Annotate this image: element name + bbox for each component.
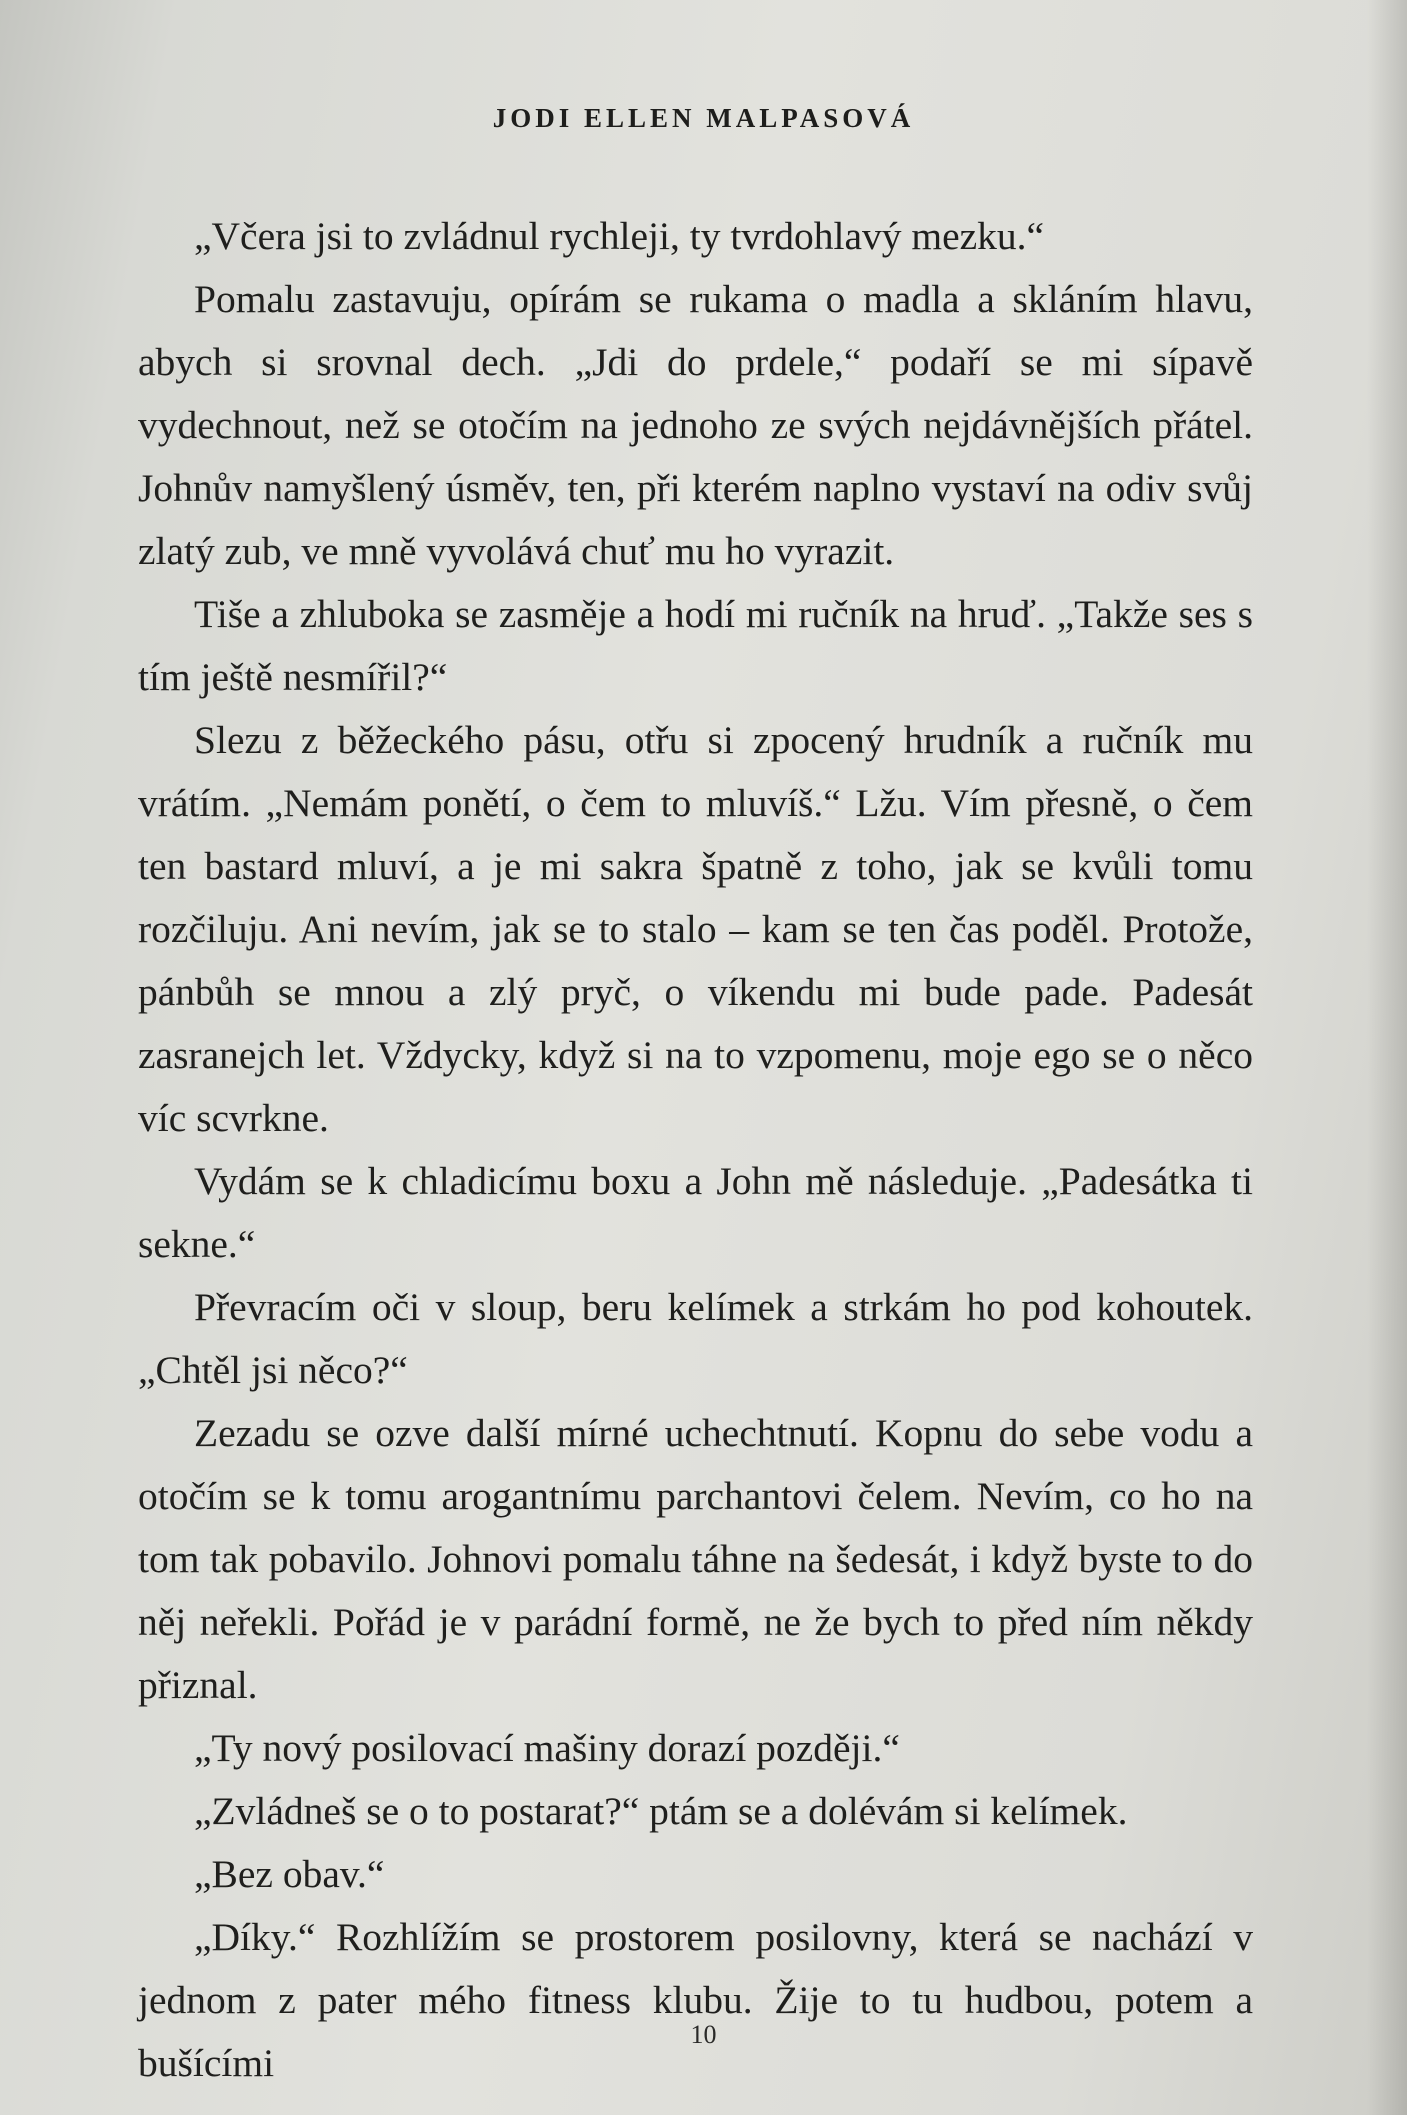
paragraph: „Díky.“ Rozhlížím se prostorem posilovny, která se nachází v jednom z pater mého fitness klubu. Žije to tu hudbou, potem a bušícími bbox=[138, 1915, 1253, 2085]
paragraph: Převracím oči v sloup, beru kelímek a strkám ho pod kohoutek. „Chtěl jsi něco?“ bbox=[138, 1285, 1253, 1392]
page-edge-shadow bbox=[1367, 0, 1407, 2115]
running-header: JODI ELLEN MALPASOVÁ bbox=[492, 103, 915, 133]
paragraph: „Bez obav.“ bbox=[194, 1852, 385, 1896]
body-text bbox=[138, 205, 1253, 2095]
paragraph: Slezu z běžeckého pásu, otřu si zpocený hrudník a ručník mu vrátím. „Nemám ponětí, o čem to mluvíš.“ Lžu. Vím přesně, o čem ten bastard mluví, a je mi sakra špatně z toho, jak se kvůli tomu rozčiluju. Ani nevím, jak se to stalo – kam se ten čas poděl. Protože, pánbůh se mnou a zlý pryč, o víkendu mi bude pade. Padesát zasranejch let. Vždycky, když si na to vzpomenu, moje ego se o něco víc scvrkne. bbox=[138, 718, 1253, 1140]
paragraph: Tiše a zhluboka se zasměje a hodí mi ručník na hruď. „Takže ses s tím ještě nesmířil?“ bbox=[138, 592, 1253, 699]
paragraph: „Ty nový posilovací mašiny dorazí později.“ bbox=[194, 1726, 900, 1770]
paragraph: Pomalu zastavuju, opírám se rukama o madla a skláním hlavu, abych si srovnal dech. „Jdi do prdele,“ podaří se mi sípavě vydechnout, než se otočím na jednoho ze svých nejdávnějších přátel. Johnův namyšlený úsměv, ten, při kterém naplno vystaví na odiv svůj zlatý zub, ve mně vyvolává chuť mu ho vyrazit. bbox=[138, 277, 1253, 573]
paragraph: Vydám se k chladicímu boxu a John mě následuje. „Padesátka ti sekne.“ bbox=[138, 1159, 1253, 1266]
page-number: 10 bbox=[690, 2020, 717, 2049]
paragraph: „Zvládneš se o to postarat?“ ptám se a dolévám si kelímek. bbox=[194, 1789, 1128, 1833]
paragraph: „Včera jsi to zvládnul rychleji, ty tvrdohlavý mezku.“ bbox=[194, 214, 1045, 258]
paragraph: Zezadu se ozve další mírné uchechtnutí. Kopnu do sebe vodu a otočím se k tomu arogantnímu parchantovi čelem. Nevím, co ho na tom tak pobavilo. Johnovi pomalu táhne na šedesát, i když byste to do něj neřekli. Pořád je v parádní formě, ne že bych to před ním někdy přiznal. bbox=[138, 1411, 1253, 1707]
